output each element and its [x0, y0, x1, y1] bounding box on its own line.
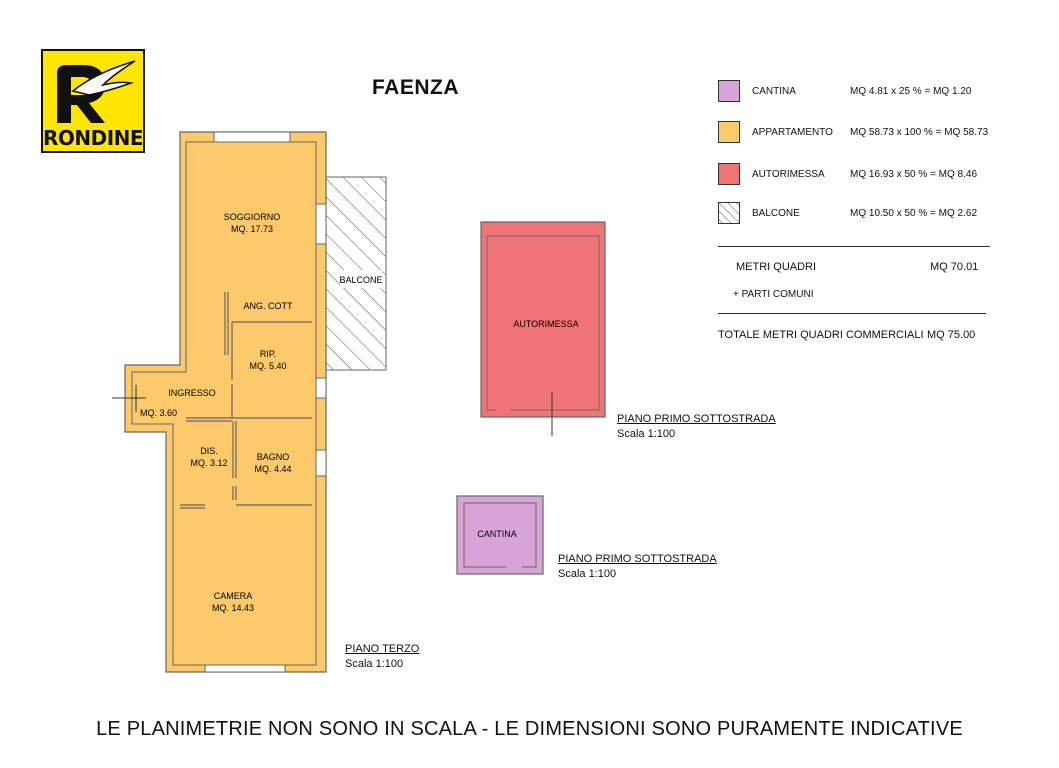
window-bottom	[205, 665, 285, 672]
dis-name: DIS.	[200, 446, 218, 456]
legend-label-cantina: CANTINA	[752, 86, 796, 97]
floor-label-terzo	[345, 643, 419, 670]
window-top	[214, 132, 290, 142]
floor-scale-terzo: Scala 1:100	[345, 658, 404, 670]
summary-totale-label: TOTALE METRI QUADRI COMMERCIALI	[718, 329, 924, 341]
autorimessa-label: AUTORIMESSA	[513, 319, 579, 329]
ingresso-name: INGRESSO	[168, 388, 216, 398]
legend-calc-balcone: MQ 10.50 x 50 % = MQ 2.62	[850, 208, 978, 219]
summary-divider-top	[718, 246, 990, 247]
soggiorno-name: SOGGIORNO	[223, 212, 281, 222]
summary-totale-value: MQ 75.00	[927, 329, 976, 341]
legend-calc-appartamento: MQ 58.73 x 100 % = MQ 58.73	[850, 127, 989, 138]
window-right-3	[316, 450, 326, 476]
floor-name-garage: PIANO PRIMO SOTTOSTRADA	[617, 413, 776, 425]
floor-label-cellar	[558, 553, 717, 580]
legend-swatch-cantina	[718, 80, 740, 102]
camera-area: MQ. 14.43	[211, 603, 255, 613]
rip-area: MQ. 5.40	[249, 361, 287, 371]
legend-calc-cantina: MQ 4.81 x 25 % = MQ 1.20	[850, 86, 972, 97]
logo-brand-text: RONDINE	[43, 126, 144, 150]
legend-swatch-balcone	[718, 202, 740, 224]
page-title: FAENZA	[372, 76, 459, 99]
floor-name-terzo: PIANO TERZO	[345, 643, 420, 655]
dis-area: MQ. 3.12	[190, 458, 228, 468]
disclaimer-footer: LE PLANIMETRIE NON SONO IN SCALA - LE DIMENSIONI SONO PURAMENTE INDICATIVE	[96, 718, 963, 740]
soggiorno-area: MQ. 17.73	[230, 224, 274, 234]
window-right-2	[316, 378, 326, 398]
floor-scale-garage: Scala 1:100	[617, 428, 676, 440]
window-right-1	[316, 204, 326, 244]
summary-divider-bottom	[718, 313, 986, 314]
summary-metri-value: MQ 70.01	[930, 261, 979, 273]
summary-metri-label: METRI QUADRI	[736, 261, 817, 273]
legend-swatch-appartamento	[718, 121, 740, 143]
floor-name-cellar: PIANO PRIMO SOTTOSTRADA	[558, 553, 717, 565]
legend-calc-autorimessa: MQ 16.93 x 50 % = MQ 8.46	[850, 169, 978, 180]
camera-name: CAMERA	[213, 591, 253, 601]
legend-swatch-autorimessa	[718, 163, 740, 185]
ingresso-area: MQ. 3.60	[140, 408, 178, 418]
bagno-area: MQ. 4.44	[254, 464, 292, 474]
rip-name: RIP.	[259, 349, 277, 359]
bagno-name: BAGNO	[256, 452, 290, 462]
cantina-label: CANTINA	[477, 529, 517, 539]
legend-label-autorimessa: AUTORIMESSA	[752, 169, 825, 180]
legend-label-balcone: BALCONE	[752, 208, 800, 219]
balcone-label: BALCONE	[339, 275, 383, 285]
ang-cott-name: ANG. COTT	[243, 301, 293, 311]
legend-label-appartamento: APPARTAMENTO	[752, 127, 833, 138]
floor-scale-cellar: Scala 1:100	[558, 568, 617, 580]
summary-parti-comuni: + PARTI COMUNI	[733, 289, 814, 300]
floor-label-garage	[617, 413, 776, 440]
